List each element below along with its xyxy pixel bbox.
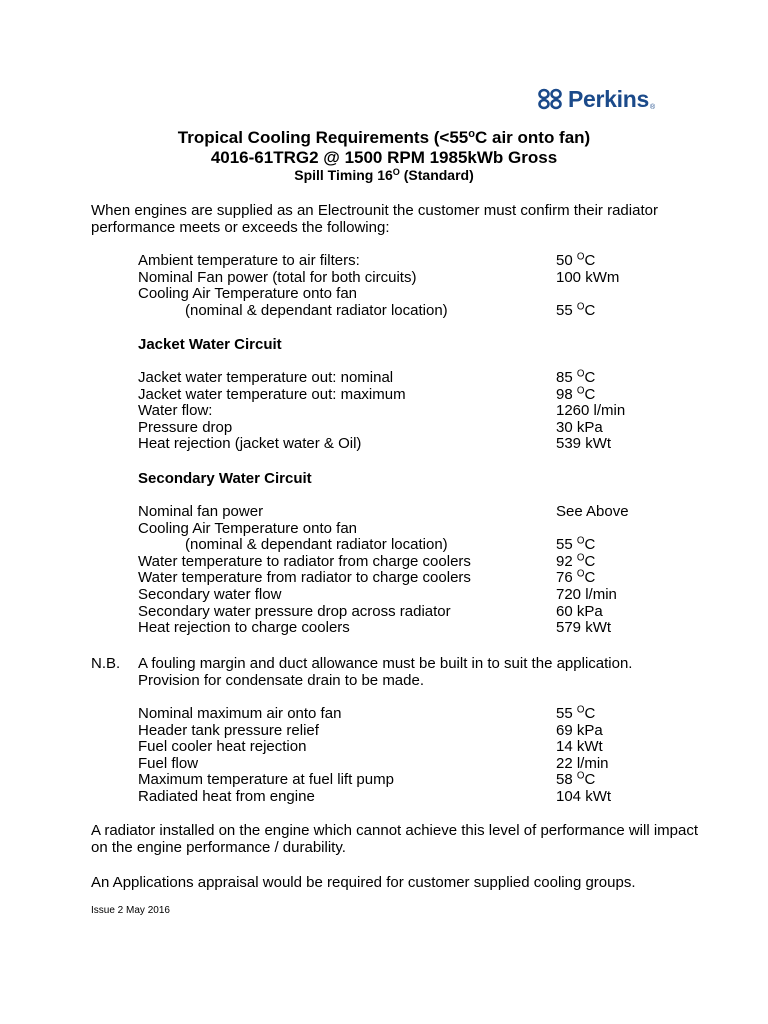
spec-label: Nominal fan power: [138, 503, 264, 520]
spec-value: 55 $^O$C: [556, 535, 596, 554]
spec-value: 30 kPa: [556, 418, 603, 436]
closing-paragraph-1: A radiator installed on the engine which cannot achieve this level of performance will impact on the engine performance / durability.: [91, 822, 699, 856]
spill-timing: Spill Timing $16^O$ (Standard): [294, 167, 474, 183]
spec-value: 58 $^O$C: [556, 771, 596, 789]
spec-label: Secondary water pressure drop across radiator: [138, 602, 451, 620]
spec-value: 92 $^O$C: [556, 552, 596, 570]
closing-paragraph-2: An Applications appraisal would be required for customer supplied cooling groups.: [91, 874, 636, 891]
spec-label: Jacket water temperature out: nominal: [138, 369, 394, 386]
nb-line-2: Provision for condensate drain to be made.: [138, 672, 425, 689]
spec-value: 14 kWt: [556, 738, 603, 756]
spec-label: Nominal maximum air onto fan: [138, 705, 342, 722]
section-heading: Jacket Water Circuit: [138, 336, 282, 353]
spec-value: 720 l/min: [556, 586, 617, 603]
spec-label: Maximum temperature at fuel lift pump: [138, 771, 394, 789]
spec-label: Fuel cooler heat rejection: [138, 738, 307, 756]
spec-value: 579 kWt: [556, 619, 612, 637]
spec-value: 69 kPa: [556, 721, 603, 739]
spec-value: See Above: [556, 503, 629, 520]
issue-footer: Issue 2 May 2016: [91, 905, 170, 916]
spec-value: 22 l/min: [556, 754, 609, 772]
spec-value: 104 kWt: [556, 788, 612, 805]
spec-value: 100 kWm: [556, 268, 620, 286]
intro-paragraph: When engines are supplied as an Electrounit the customer must confirm their radiator performance meets or exceeds the following:: [91, 202, 658, 236]
section-heading: Secondary Water Circuit: [138, 470, 312, 487]
spec-label: (nominal & dependant radiator location): [185, 536, 448, 554]
nb-line-1: A fouling margin and duct allowance must be built in to suit the application.: [138, 655, 633, 672]
page-title: Tropical Cooling Requirements ($<55^oC$ air onto fan): [177, 127, 591, 147]
spec-label: Cooling Air Temperature onto fan: [138, 519, 358, 537]
spec-value: 1260 l/min: [556, 402, 626, 420]
spec-value: 55 $^O$C: [556, 301, 596, 319]
perkins-mark-icon: [537, 87, 565, 111]
spec-label: Fuel flow: [138, 754, 199, 772]
spec-label: Cooling Air Temperature onto fan: [138, 285, 358, 303]
spec-value: 60 kPa: [556, 602, 603, 620]
spec-value: 76 $^O$C: [556, 569, 596, 587]
spec-label: Jacket water temperature out: maximum: [138, 385, 406, 403]
spec-label: Pressure drop: [138, 418, 233, 436]
spec-value: 50 $^O$C: [556, 251, 596, 269]
registered-mark: ®: [650, 103, 656, 111]
page-subtitle: 4016-61TRG2 @ 1500 RPM 1985kWb Gross: [210, 148, 558, 167]
spec-value: 85 $^O$C: [556, 368, 596, 386]
spec-label: Ambient temperature to air filters:: [138, 252, 360, 269]
brand-name: Perkins: [568, 86, 650, 112]
spec-label: Secondary water flow: [138, 586, 282, 603]
spec-value: 539 kWt: [556, 435, 612, 453]
spec-label: Nominal Fan power (total for both circuits): [138, 268, 417, 286]
spec-label: Water temperature from radiator to charge coolers: [138, 569, 471, 587]
spec-label: Heat rejection (jacket water & Oil): [138, 435, 362, 453]
spec-label: Radiated heat from engine: [138, 788, 315, 805]
perkins-logo: [537, 86, 655, 112]
spec-label: Heat rejection to charge coolers: [138, 619, 350, 637]
spec-label: Water temperature to radiator from charge coolers: [138, 552, 471, 570]
spec-label: (nominal & dependant radiator location): [185, 301, 448, 319]
spec-label: Header tank pressure relief: [138, 721, 319, 739]
spec-label: Water flow:: [138, 402, 213, 420]
nb-tag: N.B.: [91, 655, 121, 672]
spec-value: 55 $^O$C: [556, 704, 596, 722]
spec-value: 98 $^O$C: [556, 385, 596, 403]
